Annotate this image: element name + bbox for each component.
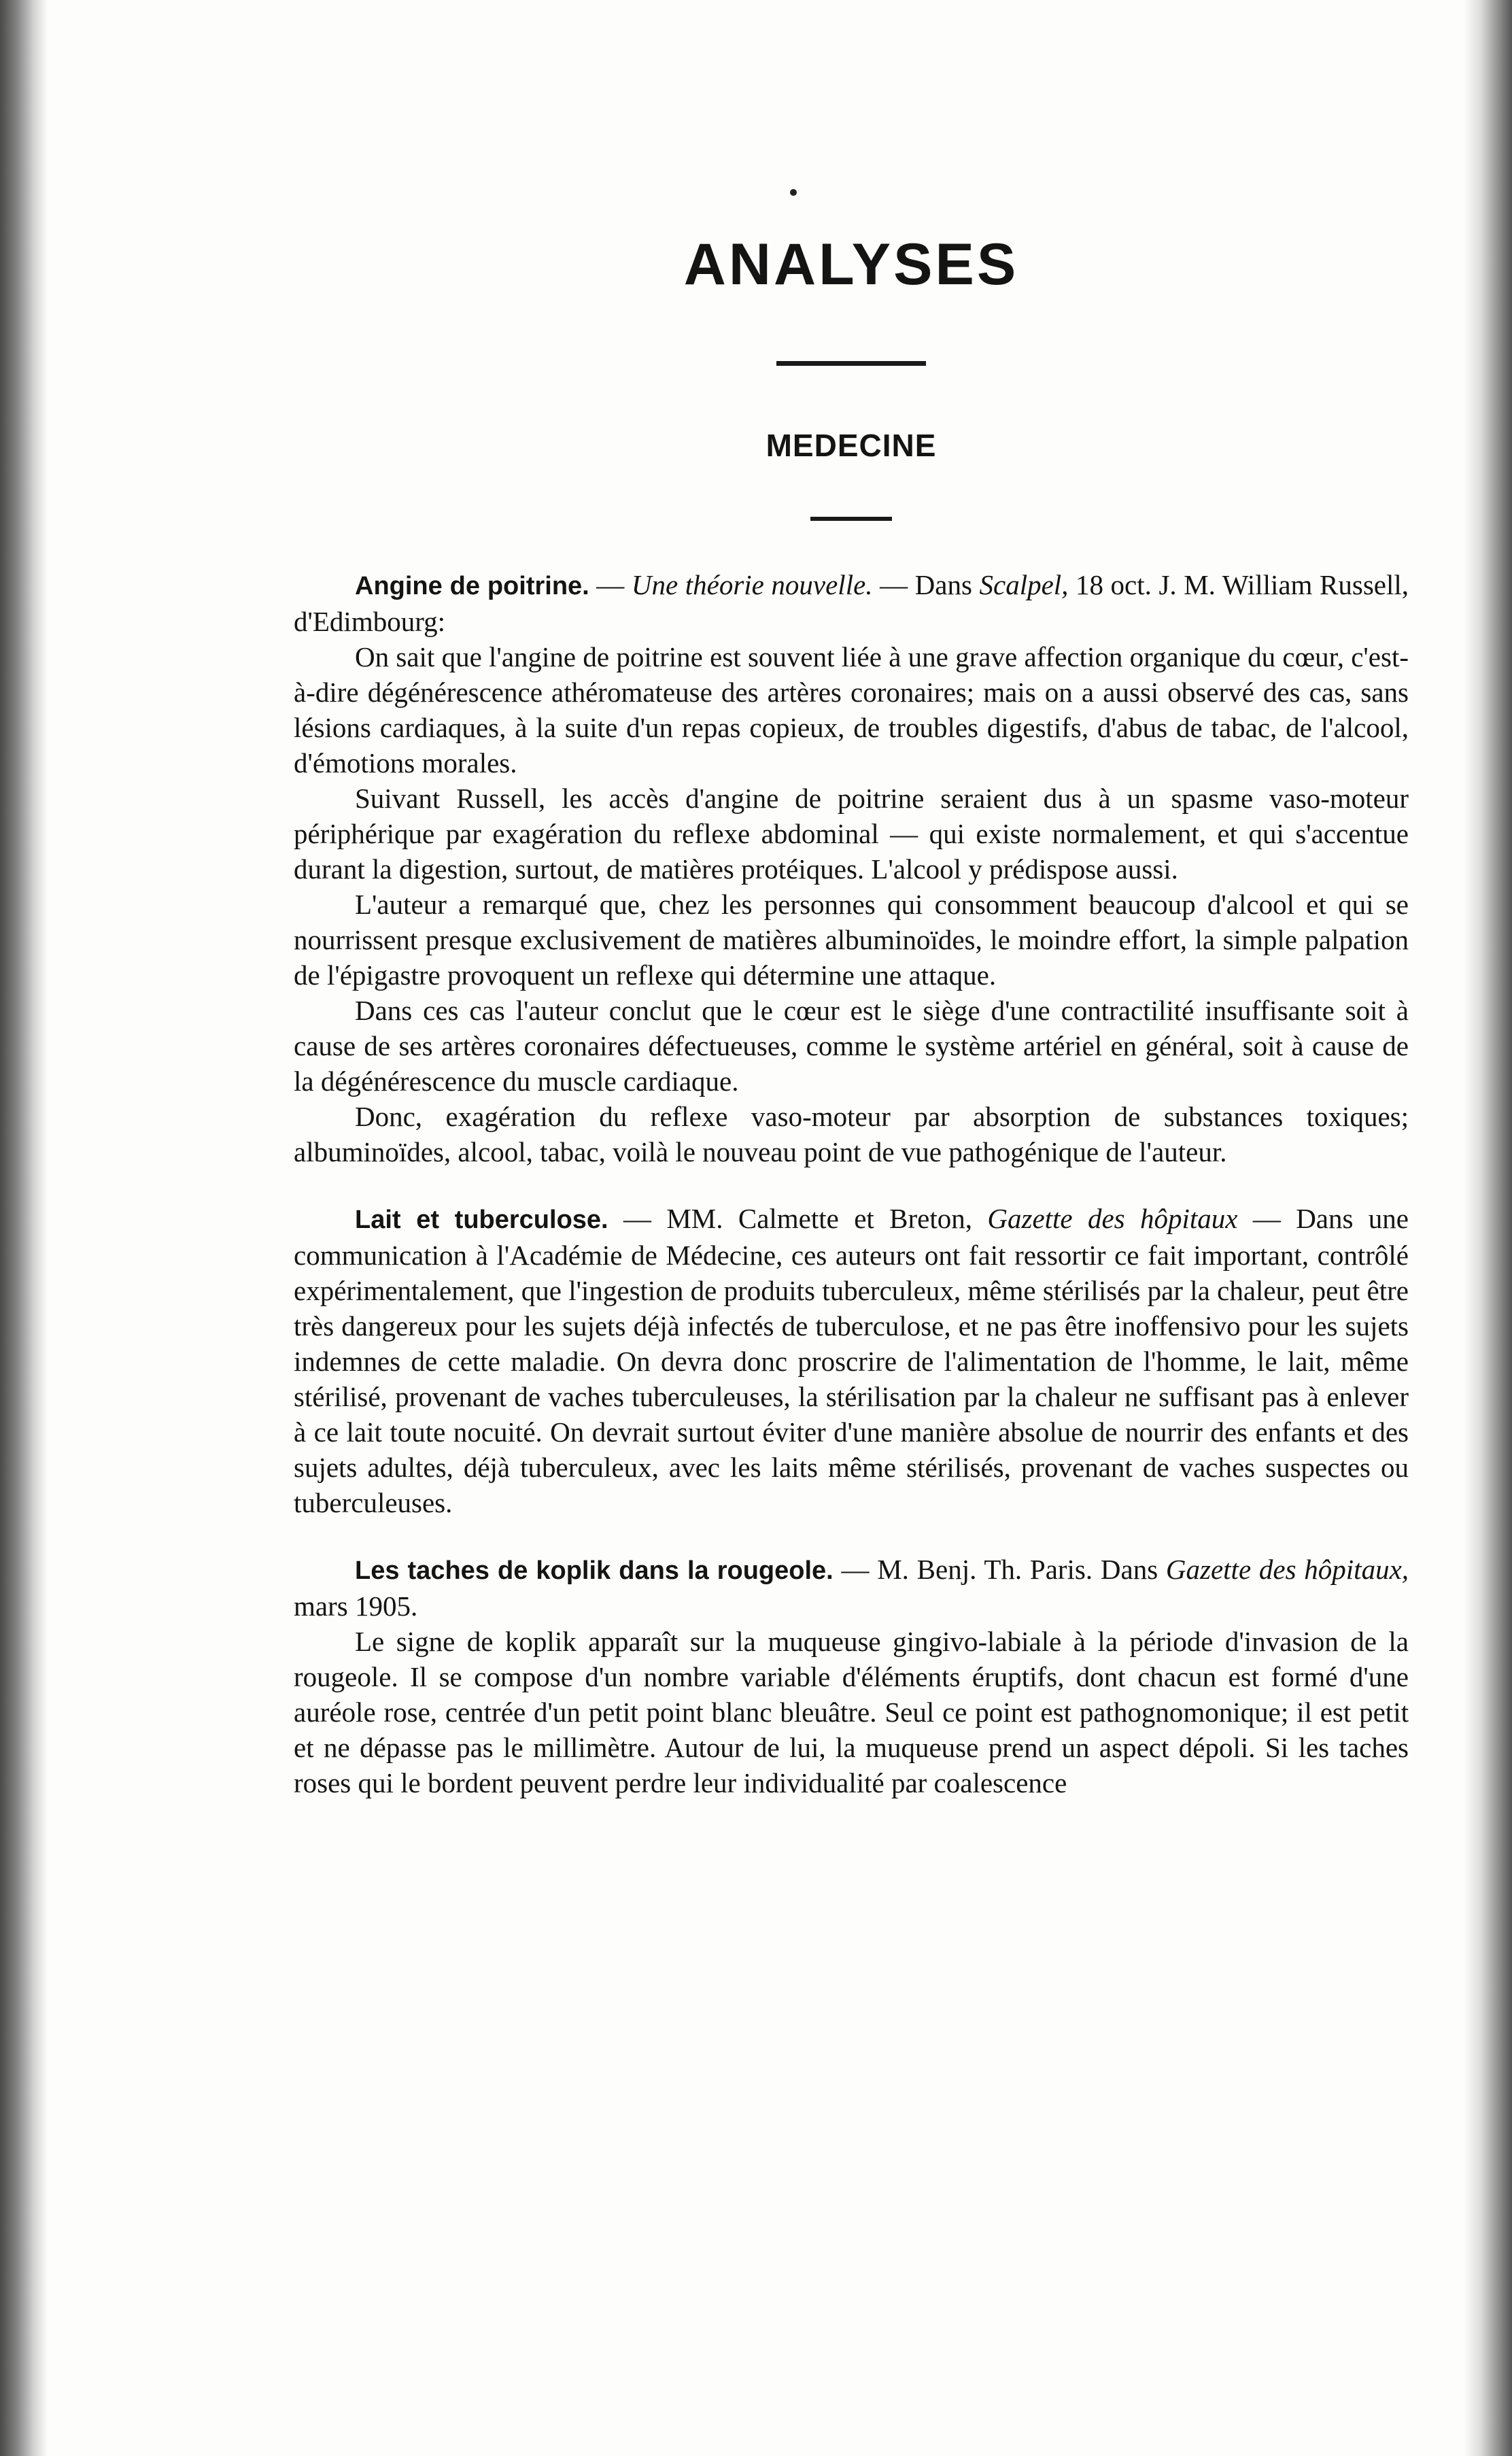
paragraph: Le signe de koplik apparaît sur la muqueuse gingivo-labiale à la période d'invasion de la rougeole. Il se compose d'un nombre variable d'éléments éruptifs, dont chacun est formé d'une auréole rose, centrée d'un petit point blanc bleuâtre. Seul ce point est pathognomonique; il est petit et ne dépasse pas le millimètre. Autour de lui, la muqueuse prend un aspect dépoli. Si les taches roses qui le bordent peuvent perdre leur individualité par coalescence [294, 1626, 1409, 1798]
paragraph: L'auteur a remarqué que, chez les personnes qui consomment beaucoup d'alcool et qui se nourrissent presque exclusivement de matières albuminoïdes, le moindre effort, la simple palpation de l'épigastre provoquent un reflexe qui détermine une attaque. [294, 889, 1409, 991]
article-angine [294, 567, 1409, 1170]
document-page [294, 204, 1409, 1832]
article-source-dash: — [1252, 1203, 1281, 1234]
article-koplik [294, 1552, 1409, 1801]
article-title: Les taches de koplik dans la rougeole. [355, 1556, 834, 1585]
article-byline: — MM. Calmette et Breton, [623, 1203, 973, 1234]
article-heading [294, 1201, 1409, 1520]
article-date: mars 1905. [294, 1590, 418, 1622]
article-byline: — M. Benj. Th. Paris. Dans [841, 1554, 1158, 1585]
articles [294, 567, 1409, 1801]
article-subtitle: Une théorie nouvelle. [631, 569, 873, 600]
article-title: Lait et tuberculose. [355, 1206, 608, 1234]
paragraph: Suivant Russell, les accès d'angine de poitrine seraient dus à un spasme vaso-moteur périphérique par exagération du reflexe abdominal — qui existe normalement, et qui s'accentue durant la digestion, surtout, de matières protéiques. L'alcool y prédispose aussi. [294, 783, 1409, 885]
paragraph: Donc, exagération du reflexe vaso-moteur par absorption de substances toxiques; albuminoïdes, alcool, tabac, voilà le nouveau point de vue pathogénique de l'auteur. [294, 1101, 1409, 1167]
article-title: Angine de poitrine. [355, 572, 589, 600]
article-source: Gazette des hôpitaux [987, 1203, 1238, 1234]
article-body: Dans une communication à l'Académie de Médecine, ces auteurs ont fait ressortir ce fait important, contrôlé expérimentalement, que l'ingestion de produits tuberculeux, même stérilisés par la chaleur, peut être très dangereux pour les sujets déjà infectés de tuberculose, et ne pas être inoffensivo pour les sujets indemnes de cette maladie. On devra donc proscrire de l'alimentation de l'homme, le lait, même stérilisé, provenant de vaches tuberculeuses, la stérilisation par la chaleur ne suffisant pas à enlever à ce lait toute nocuité. On devrait surtout éviter d'une manière absolue de nourrir des enfants et des sujets adultes, déjà tuberculeux, avec les laits même stérilisés, provenant de vaches suspectes ou tuberculeuses. [294, 1203, 1409, 1518]
article-source: Scalpel, [979, 569, 1069, 600]
section-divider [810, 517, 892, 521]
paragraph: On sait que l'angine de poitrine est souvent liée à une grave affection organique du cœur, c'est-à-dire dégénérescence athéromateuse des artères coronaires; mais on a aussi observé des cas, sans lésions cardiaques, à la suite d'un repas copieux, de troubles digestifs, d'abus de tabac, de l'alcool, d'émotions morales. [294, 641, 1409, 779]
title-divider [776, 361, 926, 366]
article-heading: Angine de poitrine. — Une théorie nouvelle. — Dans Scalpel, 18 oct. J. M. William Russell, d'Edimbourg: [294, 569, 1409, 637]
page-title: ANALYSES [683, 232, 1019, 297]
scan-edge-right [1464, 0, 1512, 2456]
ink-dot [790, 189, 797, 196]
article-heading [294, 1552, 1409, 1624]
article-lait [294, 1201, 1409, 1520]
paragraph: Dans ces cas l'auteur conclut que le cœur est le siège d'une contractilité insuffisante soit à cause de ses artères coronaires défectueuses, comme le système artériel en général, soit à cause de la dégénérescence du muscle cardiaque. [294, 995, 1409, 1097]
article-source: Gazette des hôpitaux, [1165, 1554, 1409, 1585]
scan-edge-left [0, 0, 48, 2456]
section-title: MEDECINE [766, 428, 937, 463]
article-byline: 18 oct. J. M. William Russell, d'Edimbourg: [294, 569, 1409, 637]
article-source-pre: Dans [914, 569, 972, 600]
